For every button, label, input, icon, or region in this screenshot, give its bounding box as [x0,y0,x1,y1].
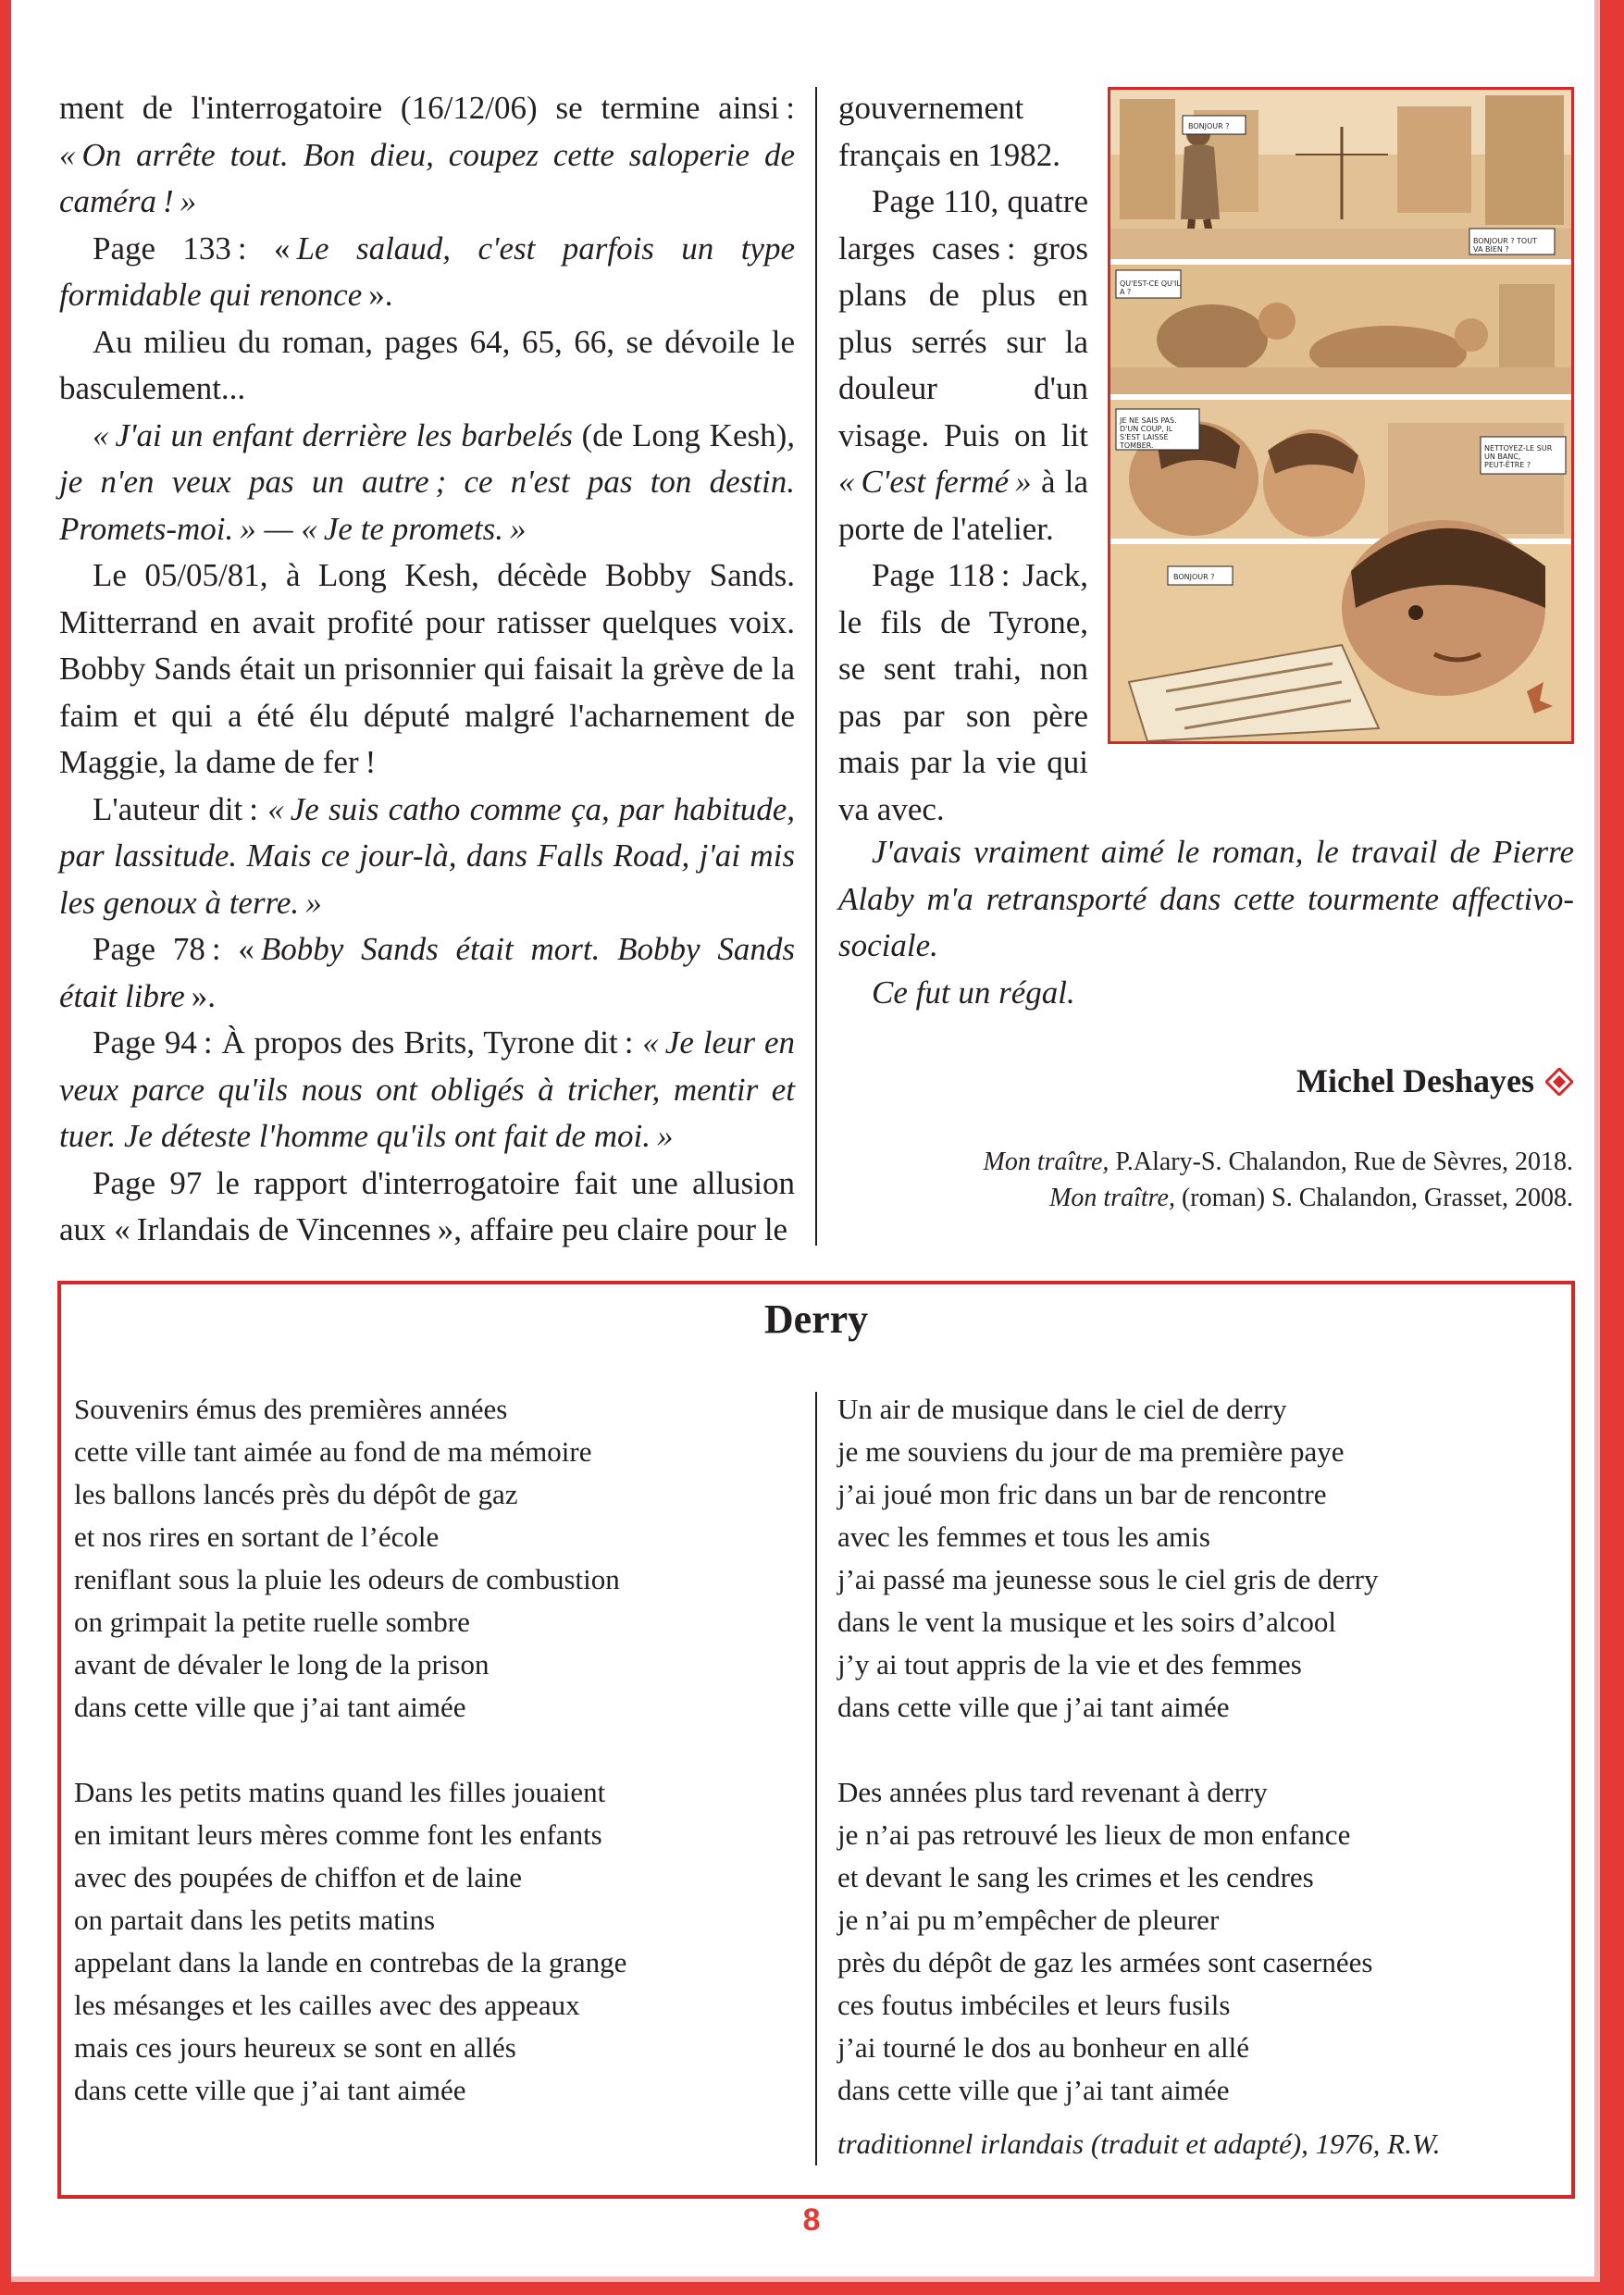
article-paragraph: « J'ai un enfant derrière les barbelés (de Long Kesh), je n'en veux pas un autre ; ce n'est pas ton destin. Promets-moi. » — « Je te promets. » [59,416,796,547]
poem-line: dans cette ville que j’ai tant aimée [74,2074,466,2106]
article-middle-column [838,85,1088,833]
page-frame-right [1600,0,1624,2295]
diamond-ornament-icon [1545,1068,1573,1096]
poem-line: les ballons lancés près du dépôt de gaz [74,1478,518,1510]
poem-column-divider [815,1392,817,2165]
page-frame-left [0,0,11,2295]
comic-panel-4 [1110,520,1571,741]
bubble-text-1: BONJOUR ? [1188,122,1230,130]
author-name: Michel Deshayes [1296,1062,1534,1099]
poem-line: Des années plus tard revenant à derry [837,1776,1268,1808]
article-paragraph: J'avais vraiment aimé le roman, le travail de Pierre Alaby m'a retransporté dans cette tourmente affectivo-sociale. [838,834,1574,963]
poem-line: j’ai tourné le dos au bonheur en allé [837,2031,1250,2064]
article-paragraph: L'auteur dit : « Je suis catho comme ça, par habitude, par lassitude. Mais ce jour-là, dans Falls Road, j'ai mis les genoux à terre. » [59,790,795,921]
poem-line: j’ai passé ma jeunesse sous le ciel gris de derry [837,1563,1379,1595]
poem-line: en imitant leurs mères comme font les enfants [74,1818,602,1851]
article-conclusion [838,829,1574,1016]
poem-line: et devant le sang les crimes et les cendres [837,1861,1314,1893]
article-paragraph: Page 94 : À propos des Brits, Tyrone dit : « Je leur en veux parce qu'ils nous ont obligés à tricher, mentir et tuer. Je déteste l'homme qu'ils ont fait de moi. » [59,1024,795,1154]
poem-line: avant de dévaler le long de la prison [74,1648,490,1681]
poem-line: j’ai joué mon fric dans un bar de rencontre [837,1478,1327,1510]
bubble-text-4: JE NE SAIS PAS. D'UN COUP, IL S'EST LAISSÉ TOMBER. [1120,416,1177,450]
article-left-column [59,85,795,1254]
poem-title: Derry [763,1296,869,1342]
poem-line: j’y ai tout appris de la vie et des femmes [837,1648,1302,1681]
article-paragraph: gouvernement français en 1982. [838,90,1061,173]
page-number: 8 [802,2202,821,2238]
article-paragraph: Page 78 : « Bobby Sands était mort. Bobby Sands était libre ». [59,931,795,1014]
page-frame-bottom [0,2282,1624,2295]
page-frame-bottom-inner [11,2276,1600,2282]
article-paragraph: Au milieu du roman, pages 64, 65, 66, se dévoile le basculement... [59,323,795,406]
bubble-text-3: QU'EST-CE QU'IL A ? [1120,279,1181,296]
reference-line: Mon traître, (roman) S. Chalandon, Grasset, 2008. [1049,1184,1573,1212]
column-divider [815,87,817,1246]
poem-left-column [74,1388,796,2154]
article-paragraph: Le 05/05/81, à Long Kesh, décède Bobby Sands. Mitterrand en avait profité pour ratisser quelques voix. Bobby Sands était un prisonnier qui faisait la grève de la faim et qui a été élu député malgré l'acharnement de Maggie, la dame de fer ! [59,557,795,780]
poem-right-column [837,1388,1559,2154]
article-paragraph: Page 110, quatre larges cases : gros plans de plus en plus serrés sur la douleur d'un visage. Puis on lit « C'est fermé » à la porte de l'atelier. [838,183,1089,547]
poem-stanza [837,1388,1559,1729]
poem-line: Souvenirs émus des premières années [74,1393,508,1425]
reference-line: Mon traître, P.Alary-S. Chalandon, Rue de Sèvres, 2018. [983,1148,1573,1176]
poem-line: on partait dans les petits matins [74,1904,436,1936]
article-paragraph: Ce fut un régal. [872,974,1075,1011]
poem-line: Un air de musique dans le ciel de derry [837,1393,1287,1425]
bubble-text-6: BONJOUR ? [1173,573,1215,581]
poem-credit: traditionnel irlandais (traduit et adapté), 1976, R.W. [837,2128,1441,2160]
poem-line: les mésanges et les cailles avec des appeaux [74,1989,580,2021]
poem-line: reniflant sous la pluie les odeurs de combustion [74,1563,620,1595]
poem-line: Dans les petits matins quand les filles jouaient [74,1776,606,1808]
poem-line: je n’ai pu m’empêcher de pleurer [837,1904,1220,1936]
poem-line: cette ville tant aimée au fond de ma mémoire [74,1435,592,1468]
poem-line: dans le vent la musique et les soirs d’alcool [837,1606,1336,1638]
page-frame-right-inner [1594,0,1600,2295]
poem-line: ces foutus imbéciles et leurs fusils [837,1989,1231,2021]
bubble-text-2: BONJOUR ? TOUT VA BIEN ? [1473,237,1537,254]
poem-line: je me souviens du jour de ma première paye [837,1435,1345,1468]
poem-line: appelant dans la lande en contrebas de la grange [74,1946,627,1979]
article-paragraph: Page 133 : « Le salaud, c'est parfois un type formidable qui renonce ». [59,230,795,313]
poem-line: dans cette ville que j’ai tant aimée [74,1691,466,1723]
poem-line: dans cette ville que j’ai tant aimée [837,1691,1230,1723]
poem-line: je n’ai pas retrouvé les lieux de mon enfance [837,1818,1351,1851]
poem-line: et nos rires en sortant de l’école [74,1520,440,1553]
poem-line: dans cette ville que j’ai tant aimée [837,2074,1230,2106]
book-references [888,1144,1573,1216]
poem-line: avec des poupées de chiffon et de laine [74,1861,523,1893]
author-signature [1203,1061,1573,1101]
poem-line: avec les femmes et tous les amis [837,1520,1210,1553]
poem-stanza [74,1771,796,2112]
poem-line: on grimpait la petite ruelle sombre [74,1606,470,1638]
poem-line: mais ces jours heureux se sont en allés [74,2031,516,2064]
bubble-text-5: NETTOYEZ-LE SUR UN BANC, PEUT-ÊTRE ? [1484,444,1553,469]
article-paragraph: ment de l'interrogatoire (16/12/06) se termine ainsi : « On arrête tout. Bon dieu, coupez cette saloperie de caméra ! » [59,90,795,219]
poem-stanza [837,1771,1559,2112]
comic-page-illustration [1108,87,1574,744]
poem-stanza [74,1388,796,1729]
poem-line: près du dépôt de gaz les armées sont casernées [837,1946,1373,1979]
article-paragraph: Page 118 : Jack, le fils de Tyrone, se sent trahi, non pas par son père mais par la vie qui va avec. [838,557,1088,827]
article-paragraph: Page 97 le rapport d'interrogatoire fait une allusion aux « Irlandais de Vincennes », affaire peu claire pour le [59,1164,795,1247]
